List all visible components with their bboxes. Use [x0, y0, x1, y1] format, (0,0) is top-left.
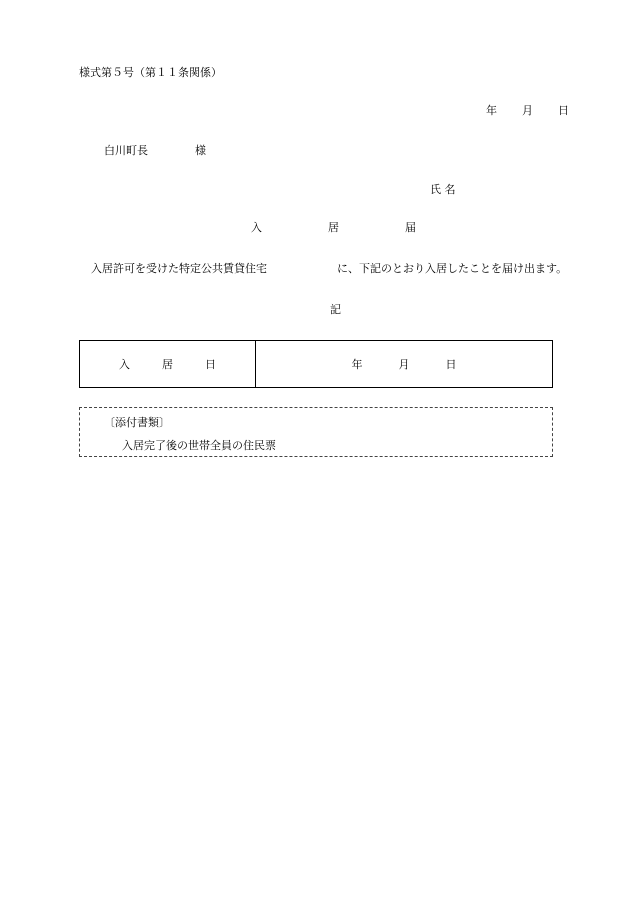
- date-month-label: 月: [522, 104, 533, 117]
- addressee-name: 白川町長: [104, 144, 148, 157]
- move-in-date-table: [79, 340, 553, 388]
- move-in-date-label: [80, 341, 256, 387]
- label-char: 居: [162, 358, 173, 371]
- date-day-label: 日: [558, 104, 569, 117]
- date-year-label: 年: [486, 104, 497, 117]
- label-char: 日: [205, 358, 216, 371]
- form-number: 様式第５号（第１１条関係）: [79, 66, 222, 79]
- title-char: 入: [251, 221, 262, 234]
- value-year-label: 年: [351, 358, 363, 371]
- value-month-label: 月: [398, 358, 410, 371]
- ki-heading: 記: [330, 303, 341, 316]
- applicant-name-label: 氏 名: [430, 183, 456, 196]
- addressee: [104, 144, 206, 158]
- label-char: 入: [119, 358, 130, 371]
- date-header: [486, 104, 569, 118]
- document-title: [251, 221, 416, 235]
- value-day-label: 日: [445, 358, 457, 371]
- attachments-item: 入居完了後の世帯全員の住民票: [122, 439, 276, 452]
- addressee-honorific: 様: [195, 144, 206, 157]
- title-char: 居: [328, 221, 339, 234]
- title-char: 届: [405, 221, 416, 234]
- body-text-after: に、下記のとおり入居したことを届け出ます。: [337, 262, 568, 275]
- attachments-box: [79, 407, 553, 457]
- attachments-heading: 〔添付書類〕: [104, 416, 170, 429]
- move-in-date-value[interactable]: [256, 341, 552, 387]
- body-text-before: 入居許可を受けた特定公共賃貸住宅: [91, 262, 267, 275]
- body-text: [91, 262, 567, 276]
